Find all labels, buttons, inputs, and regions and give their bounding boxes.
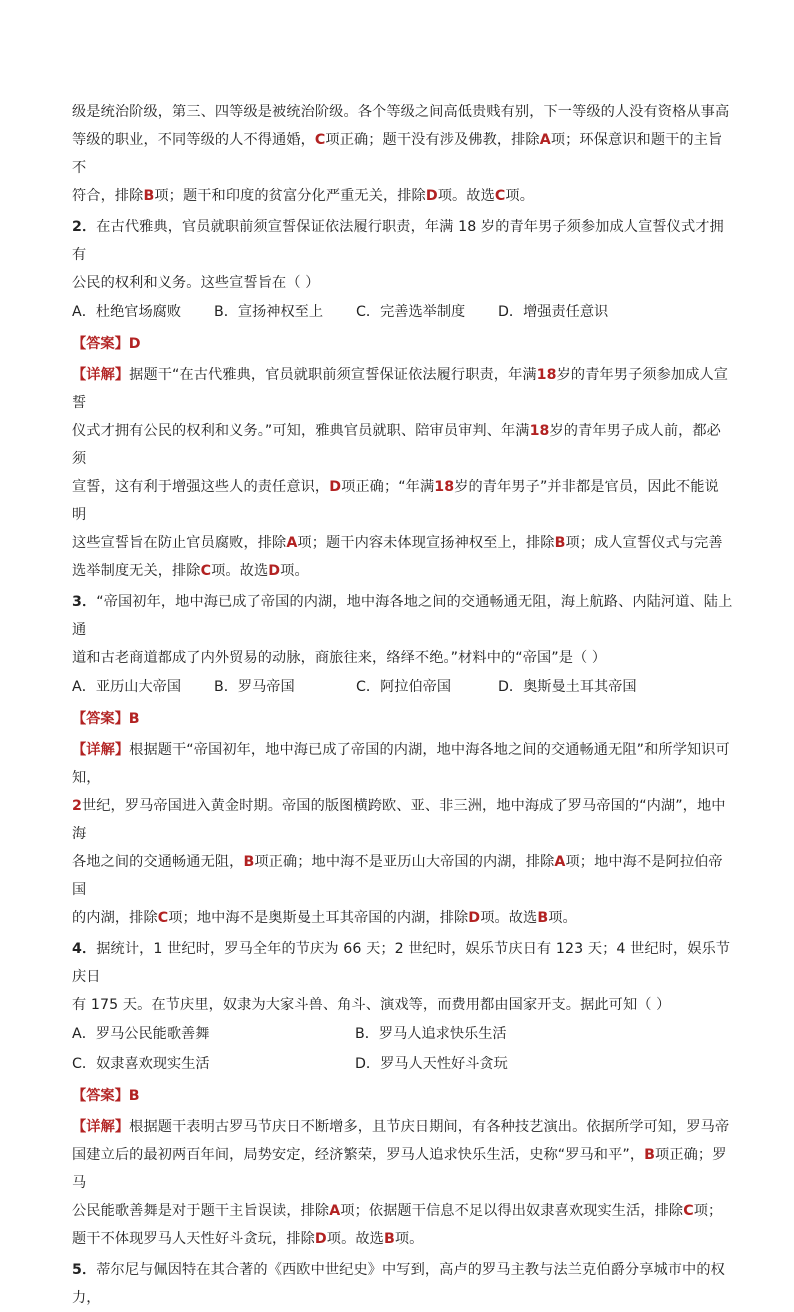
question-2-detail-2: 仪式才拥有公民的权利和义务。”可知，雅典官员就职、陪审员审判、年满18岁的青年男子成人前，都必须 (72, 423, 721, 467)
intro-line-2: 等级的职业，不同等级的人不得通婚，C项正确；题干没有涉及佛教，排除A项；环保意识和题干的主旨不 (72, 132, 723, 176)
question-4-stem: 4．据统计，1 世纪时，罗马全年的节庆为 66 天；2 世纪时，娱乐节庆日有 123 天；4 世纪时，娱乐节庆日 (72, 941, 731, 985)
question-3-option-b: B．罗马帝国 (214, 679, 295, 695)
question-3-detail-2: 2世纪，罗马帝国进入黄金时期。帝国的版图横跨欧、亚、非三洲，地中海成了罗马帝国的“内湖”，地中海 (72, 798, 726, 842)
question-3-detail-4: 的内湖，排除C项；地中海不是奥斯曼土耳其帝国的内湖，排除D项。故选B项。 (72, 910, 577, 926)
question-4-detail-2: 国建立后的最初两百年间，局势安定，经济繁荣，罗马人追求快乐生活，史称“罗马和平”，B项正确；罗马 (72, 1147, 727, 1191)
intro-line-3: 符合，排除B项；题干和印度的贫富分化严重无关，排除D项。故选C项。 (72, 188, 534, 204)
question-2-detail-5: 选举制度无关，排除C项。故选D项。 (72, 563, 309, 579)
question-4-detail-3: 公民能歌善舞是对于题干主旨误读，排除A项；依据题干信息不足以得出奴隶喜欢现实生活，排除C项； (72, 1203, 723, 1219)
question-4-option-c: C．奴隶喜欢现实生活 (72, 1056, 210, 1072)
question-3-option-c: C．阿拉伯帝国 (356, 679, 452, 695)
question-2-option-a: A．杜绝官场腐败 (72, 304, 182, 320)
question-2-stem: 2．在古代雅典，官员就职前须宣誓保证依法履行职责，年满 18 岁的青年男子须参加成人宣誓仪式才拥有 (72, 219, 724, 263)
intro-line-1: 级是统治阶级，第三、四等级是被统治阶级。各个等级之间高低贵贱有别，下一等级的人没有资格从事高 (72, 104, 730, 120)
question-5-stem: 5．蒂尔尼与佩因特在其合著的《西欧中世纪史》中写到，高卢的罗马主教与法兰克伯爵分享城市中的权力， (72, 1262, 725, 1306)
question-2-option-c: C．完善选举制度 (356, 304, 466, 320)
question-3-options (72, 672, 733, 702)
question-4-options-row-1 (72, 1019, 733, 1049)
question-4-option-a: A．罗马公民能歌善舞 (72, 1026, 210, 1042)
question-2-options (72, 297, 733, 327)
question-4-answer: 【答案】B (72, 1088, 140, 1104)
question-2-detail-4: 这些宣誓旨在防止官员腐败，排除A项；题干内容未体现宣扬神权至上，排除B项；成人宣誓仪式与完善 (72, 535, 723, 551)
question-4-stem-cont: 有 175 天。在节庆里，奴隶为大家斗兽、角斗、演戏等，而费用都由国家开支。据此可知（ ） (72, 997, 671, 1013)
question-3-option-d: D．奥斯曼土耳其帝国 (498, 679, 637, 695)
question-4-option-b: B．罗马人追求快乐生活 (355, 1026, 507, 1042)
question-2-answer: 【答案】D (72, 336, 141, 352)
question-2-detail-3: 宣誓，这有利于增强这些人的责任意识，D项正确；“年满18岁的青年男子”并非都是官员，因此不能说明 (72, 479, 719, 523)
question-4-detail-4: 题干不体现罗马人天性好斗贪玩，排除D项。故选B项。 (72, 1231, 424, 1247)
question-2-option-d: D．增强责任意识 (498, 304, 609, 320)
question-3-stem-cont: 道和古老商道都成了内外贸易的动脉，商旅往来，络绎不绝。”材料中的“帝国”是（ ） (72, 650, 607, 666)
question-4-options-row-2 (72, 1049, 733, 1079)
question-2-option-b: B．宣扬神权至上 (214, 304, 324, 320)
question-3-answer: 【答案】B (72, 711, 140, 727)
question-2-stem-cont: 公民的权利和义务。这些宣誓旨在（ ） (72, 275, 320, 291)
question-4-detail-1: 【详解】根据题干表明古罗马节庆日不断增多，且节庆日期间，有各种技艺演出。依据所学可知，罗马帝 (72, 1119, 730, 1135)
question-3-detail-1: 【详解】根据题干“帝国初年，地中海已成了帝国的内湖，地中海各地之间的交通畅通无阻”和所学知识可知， (72, 742, 730, 786)
question-4-option-d: D．罗马人天性好斗贪玩 (355, 1056, 508, 1072)
question-2-detail-1: 【详解】据题干“在古代雅典，官员就职前须宣誓保证依法履行职责，年满18岁的青年男子须参加成人宣誓 (72, 367, 729, 411)
question-3-stem: 3．“帝国初年，地中海已成了帝国的内湖，地中海各地之间的交通畅通无阻，海上航路、内陆河道、陆上通 (72, 594, 733, 638)
question-3-option-a: A．亚历山大帝国 (72, 679, 182, 695)
question-3-detail-3: 各地之间的交通畅通无阻，B项正确；地中海不是亚历山大帝国的内湖，排除A项；地中海不是阿拉伯帝国 (72, 854, 723, 898)
